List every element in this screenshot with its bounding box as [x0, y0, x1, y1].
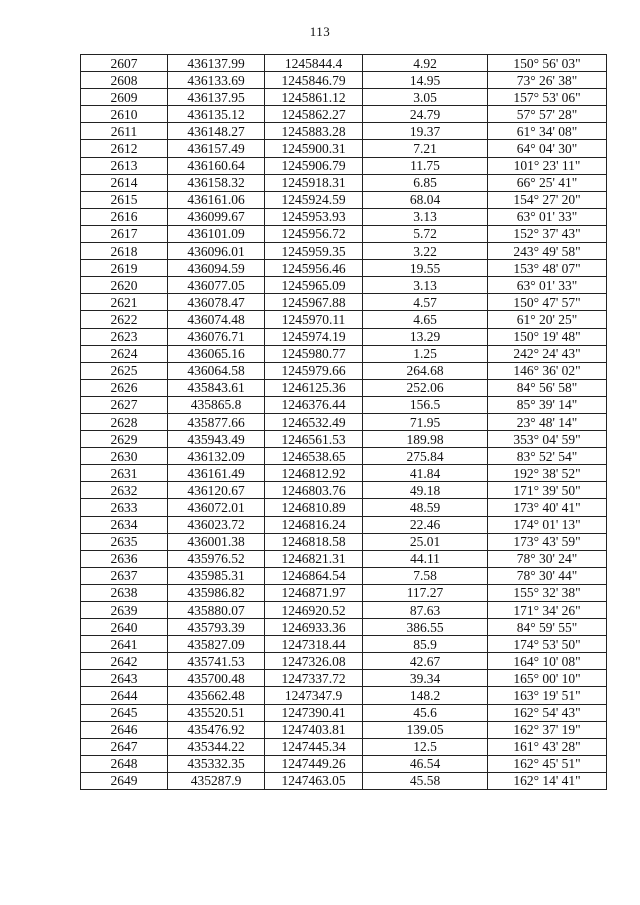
bearing-cell: 192° 38' 52" [488, 465, 607, 482]
distance-cell: 7.58 [363, 567, 488, 584]
x-coordinate-cell: 435287.9 [168, 772, 265, 789]
y-coordinate-cell: 1245918.31 [265, 174, 363, 191]
distance-cell: 49.18 [363, 482, 488, 499]
bearing-cell: 73° 26' 38" [488, 72, 607, 89]
bearing-cell: 150° 47' 57" [488, 294, 607, 311]
x-coordinate-cell: 435827.09 [168, 636, 265, 653]
bearing-cell: 150° 19' 48" [488, 328, 607, 345]
table-row [81, 72, 607, 89]
bearing-cell: 242° 24' 43" [488, 345, 607, 362]
y-coordinate-cell: 1245967.88 [265, 294, 363, 311]
distance-cell: 48.59 [363, 499, 488, 516]
distance-cell: 13.29 [363, 328, 488, 345]
point-number-cell: 2637 [81, 567, 168, 584]
x-coordinate-cell: 436001.38 [168, 533, 265, 550]
bearing-cell: 171° 39' 50" [488, 482, 607, 499]
distance-cell: 12.5 [363, 738, 488, 755]
point-number-cell: 2621 [81, 294, 168, 311]
coordinates-table-body [81, 55, 607, 790]
point-number-cell: 2643 [81, 670, 168, 687]
point-number-cell: 2648 [81, 755, 168, 772]
x-coordinate-cell: 436101.09 [168, 225, 265, 242]
bearing-cell: 162° 37' 19" [488, 721, 607, 738]
y-coordinate-cell: 1246125.36 [265, 379, 363, 396]
table-row [81, 208, 607, 225]
point-number-cell: 2639 [81, 602, 168, 619]
table-row [81, 345, 607, 362]
table-row [81, 465, 607, 482]
table-row [81, 653, 607, 670]
table-row [81, 106, 607, 123]
distance-cell: 3.05 [363, 89, 488, 106]
bearing-cell: 61° 34' 08" [488, 123, 607, 140]
y-coordinate-cell: 1245974.19 [265, 328, 363, 345]
point-number-cell: 2617 [81, 225, 168, 242]
x-coordinate-cell: 436120.67 [168, 482, 265, 499]
x-coordinate-cell: 435793.39 [168, 619, 265, 636]
distance-cell: 87.63 [363, 602, 488, 619]
point-number-cell: 2618 [81, 243, 168, 260]
x-coordinate-cell: 435985.31 [168, 567, 265, 584]
bearing-cell: 153° 48' 07" [488, 260, 607, 277]
point-number-cell: 2629 [81, 431, 168, 448]
y-coordinate-cell: 1246818.58 [265, 533, 363, 550]
y-coordinate-cell: 1245953.93 [265, 208, 363, 225]
x-coordinate-cell: 436094.59 [168, 260, 265, 277]
distance-cell: 3.13 [363, 208, 488, 225]
y-coordinate-cell: 1245900.31 [265, 140, 363, 157]
distance-cell: 45.6 [363, 704, 488, 721]
point-number-cell: 2640 [81, 619, 168, 636]
y-coordinate-cell: 1246532.49 [265, 413, 363, 430]
point-number-cell: 2623 [81, 328, 168, 345]
table-row [81, 482, 607, 499]
y-coordinate-cell: 1245846.79 [265, 72, 363, 89]
y-coordinate-cell: 1246812.92 [265, 465, 363, 482]
distance-cell: 24.79 [363, 106, 488, 123]
distance-cell: 85.9 [363, 636, 488, 653]
x-coordinate-cell: 436072.01 [168, 499, 265, 516]
table-row [81, 738, 607, 755]
distance-cell: 386.55 [363, 619, 488, 636]
point-number-cell: 2611 [81, 123, 168, 140]
x-coordinate-cell: 436074.48 [168, 311, 265, 328]
bearing-cell: 101° 23' 11" [488, 157, 607, 174]
x-coordinate-cell: 435943.49 [168, 431, 265, 448]
distance-cell: 5.72 [363, 225, 488, 242]
distance-cell: 3.13 [363, 277, 488, 294]
x-coordinate-cell: 436076.71 [168, 328, 265, 345]
point-number-cell: 2625 [81, 362, 168, 379]
distance-cell: 139.05 [363, 721, 488, 738]
distance-cell: 189.98 [363, 431, 488, 448]
bearing-cell: 174° 53' 50" [488, 636, 607, 653]
x-coordinate-cell: 436137.99 [168, 55, 265, 72]
x-coordinate-cell: 436078.47 [168, 294, 265, 311]
table-row [81, 772, 607, 789]
distance-cell: 44.11 [363, 550, 488, 567]
bearing-cell: 162° 14' 41" [488, 772, 607, 789]
table-row [81, 140, 607, 157]
page-number: 113 [309, 24, 331, 39]
table-row [81, 721, 607, 738]
distance-cell: 117.27 [363, 584, 488, 601]
bearing-cell: 164° 10' 08" [488, 653, 607, 670]
point-number-cell: 2647 [81, 738, 168, 755]
y-coordinate-cell: 1245965.09 [265, 277, 363, 294]
y-coordinate-cell: 1246816.24 [265, 516, 363, 533]
y-coordinate-cell: 1245956.72 [265, 225, 363, 242]
x-coordinate-cell: 435877.66 [168, 413, 265, 430]
bearing-cell: 150° 56' 03" [488, 55, 607, 72]
distance-cell: 6.85 [363, 174, 488, 191]
distance-cell: 22.46 [363, 516, 488, 533]
x-coordinate-cell: 435880.07 [168, 602, 265, 619]
point-number-cell: 2630 [81, 448, 168, 465]
table-row [81, 55, 607, 72]
y-coordinate-cell: 1246538.65 [265, 448, 363, 465]
coordinates-table [80, 54, 607, 790]
table-row [81, 396, 607, 413]
bearing-cell: 353° 04' 59" [488, 431, 607, 448]
y-coordinate-cell: 1246803.76 [265, 482, 363, 499]
x-coordinate-cell: 435700.48 [168, 670, 265, 687]
y-coordinate-cell: 1247445.34 [265, 738, 363, 755]
x-coordinate-cell: 435476.92 [168, 721, 265, 738]
y-coordinate-cell: 1245861.12 [265, 89, 363, 106]
y-coordinate-cell: 1245970.11 [265, 311, 363, 328]
point-number-cell: 2636 [81, 550, 168, 567]
table-row [81, 670, 607, 687]
bearing-cell: 63° 01' 33" [488, 277, 607, 294]
x-coordinate-cell: 436077.05 [168, 277, 265, 294]
y-coordinate-cell: 1246864.54 [265, 567, 363, 584]
x-coordinate-cell: 435332.35 [168, 755, 265, 772]
bearing-cell: 78° 30' 44" [488, 567, 607, 584]
distance-cell: 148.2 [363, 687, 488, 704]
bearing-cell: 23° 48' 14" [488, 413, 607, 430]
y-coordinate-cell: 1247318.44 [265, 636, 363, 653]
distance-cell: 11.75 [363, 157, 488, 174]
x-coordinate-cell: 436157.49 [168, 140, 265, 157]
point-number-cell: 2616 [81, 208, 168, 225]
distance-cell: 3.22 [363, 243, 488, 260]
point-number-cell: 2626 [81, 379, 168, 396]
distance-cell: 25.01 [363, 533, 488, 550]
bearing-cell: 174° 01' 13" [488, 516, 607, 533]
point-number-cell: 2609 [81, 89, 168, 106]
table-row [81, 602, 607, 619]
point-number-cell: 2644 [81, 687, 168, 704]
bearing-cell: 163° 19' 51" [488, 687, 607, 704]
distance-cell: 4.57 [363, 294, 488, 311]
point-number-cell: 2632 [81, 482, 168, 499]
x-coordinate-cell: 435344.22 [168, 738, 265, 755]
x-coordinate-cell: 435976.52 [168, 550, 265, 567]
table-row [81, 260, 607, 277]
table-row [81, 550, 607, 567]
distance-cell: 252.06 [363, 379, 488, 396]
bearing-cell: 171° 34' 26" [488, 602, 607, 619]
x-coordinate-cell: 436137.95 [168, 89, 265, 106]
point-number-cell: 2634 [81, 516, 168, 533]
distance-cell: 156.5 [363, 396, 488, 413]
table-row [81, 89, 607, 106]
bearing-cell: 84° 56' 58" [488, 379, 607, 396]
bearing-cell: 165° 00' 10" [488, 670, 607, 687]
table-row [81, 431, 607, 448]
x-coordinate-cell: 435520.51 [168, 704, 265, 721]
y-coordinate-cell: 1246376.44 [265, 396, 363, 413]
x-coordinate-cell: 436133.69 [168, 72, 265, 89]
point-number-cell: 2607 [81, 55, 168, 72]
distance-cell: 19.55 [363, 260, 488, 277]
point-number-cell: 2627 [81, 396, 168, 413]
bearing-cell: 154° 27' 20" [488, 191, 607, 208]
bearing-cell: 63° 01' 33" [488, 208, 607, 225]
table-row [81, 499, 607, 516]
point-number-cell: 2646 [81, 721, 168, 738]
point-number-cell: 2612 [81, 140, 168, 157]
bearing-cell: 78° 30' 24" [488, 550, 607, 567]
x-coordinate-cell: 436064.58 [168, 362, 265, 379]
bearing-cell: 85° 39' 14" [488, 396, 607, 413]
bearing-cell: 83° 52' 54" [488, 448, 607, 465]
bearing-cell: 162° 45' 51" [488, 755, 607, 772]
bearing-cell: 161° 43' 28" [488, 738, 607, 755]
table-row [81, 448, 607, 465]
bearing-cell: 243° 49' 58" [488, 243, 607, 260]
y-coordinate-cell: 1247347.9 [265, 687, 363, 704]
table-row [81, 243, 607, 260]
bearing-cell: 66° 25' 41" [488, 174, 607, 191]
point-number-cell: 2628 [81, 413, 168, 430]
x-coordinate-cell: 436161.49 [168, 465, 265, 482]
y-coordinate-cell: 1245862.27 [265, 106, 363, 123]
table-row [81, 294, 607, 311]
point-number-cell: 2633 [81, 499, 168, 516]
x-coordinate-cell: 436065.16 [168, 345, 265, 362]
table-row [81, 619, 607, 636]
y-coordinate-cell: 1245844.4 [265, 55, 363, 72]
x-coordinate-cell: 436099.67 [168, 208, 265, 225]
x-coordinate-cell: 435741.53 [168, 653, 265, 670]
table-row [81, 516, 607, 533]
x-coordinate-cell: 435986.82 [168, 584, 265, 601]
table-row [81, 311, 607, 328]
point-number-cell: 2635 [81, 533, 168, 550]
table-row [81, 533, 607, 550]
bearing-cell: 162° 54' 43" [488, 704, 607, 721]
table-row [81, 584, 607, 601]
point-number-cell: 2638 [81, 584, 168, 601]
y-coordinate-cell: 1247326.08 [265, 653, 363, 670]
y-coordinate-cell: 1245956.46 [265, 260, 363, 277]
bearing-cell: 57° 57' 28" [488, 106, 607, 123]
y-coordinate-cell: 1247337.72 [265, 670, 363, 687]
table-row [81, 123, 607, 140]
table-row [81, 413, 607, 430]
point-number-cell: 2613 [81, 157, 168, 174]
distance-cell: 1.25 [363, 345, 488, 362]
table-row [81, 687, 607, 704]
y-coordinate-cell: 1246821.31 [265, 550, 363, 567]
point-number-cell: 2642 [81, 653, 168, 670]
y-coordinate-cell: 1245980.77 [265, 345, 363, 362]
table-row [81, 567, 607, 584]
distance-cell: 46.54 [363, 755, 488, 772]
table-row [81, 328, 607, 345]
table-row [81, 636, 607, 653]
bearing-cell: 84° 59' 55" [488, 619, 607, 636]
y-coordinate-cell: 1245979.66 [265, 362, 363, 379]
x-coordinate-cell: 435662.48 [168, 687, 265, 704]
x-coordinate-cell: 436135.12 [168, 106, 265, 123]
point-number-cell: 2620 [81, 277, 168, 294]
point-number-cell: 2631 [81, 465, 168, 482]
table-row [81, 755, 607, 772]
distance-cell: 7.21 [363, 140, 488, 157]
y-coordinate-cell: 1247390.41 [265, 704, 363, 721]
distance-cell: 19.37 [363, 123, 488, 140]
distance-cell: 68.04 [363, 191, 488, 208]
point-number-cell: 2624 [81, 345, 168, 362]
y-coordinate-cell: 1246810.89 [265, 499, 363, 516]
bearing-cell: 152° 37' 43" [488, 225, 607, 242]
bearing-cell: 146° 36' 02" [488, 362, 607, 379]
point-number-cell: 2615 [81, 191, 168, 208]
bearing-cell: 155° 32' 38" [488, 584, 607, 601]
point-number-cell: 2608 [81, 72, 168, 89]
point-number-cell: 2614 [81, 174, 168, 191]
table-row [81, 191, 607, 208]
y-coordinate-cell: 1245906.79 [265, 157, 363, 174]
x-coordinate-cell: 435843.61 [168, 379, 265, 396]
x-coordinate-cell: 436161.06 [168, 191, 265, 208]
table-row [81, 174, 607, 191]
distance-cell: 4.65 [363, 311, 488, 328]
table-row [81, 362, 607, 379]
bearing-cell: 61° 20' 25" [488, 311, 607, 328]
y-coordinate-cell: 1246933.36 [265, 619, 363, 636]
table-row [81, 157, 607, 174]
x-coordinate-cell: 436023.72 [168, 516, 265, 533]
y-coordinate-cell: 1247403.81 [265, 721, 363, 738]
bearing-cell: 64° 04' 30" [488, 140, 607, 157]
x-coordinate-cell: 436158.32 [168, 174, 265, 191]
x-coordinate-cell: 435865.8 [168, 396, 265, 413]
y-coordinate-cell: 1245924.59 [265, 191, 363, 208]
table-row [81, 379, 607, 396]
distance-cell: 45.58 [363, 772, 488, 789]
distance-cell: 42.67 [363, 653, 488, 670]
point-number-cell: 2619 [81, 260, 168, 277]
point-number-cell: 2645 [81, 704, 168, 721]
distance-cell: 39.34 [363, 670, 488, 687]
y-coordinate-cell: 1245883.28 [265, 123, 363, 140]
y-coordinate-cell: 1247463.05 [265, 772, 363, 789]
point-number-cell: 2649 [81, 772, 168, 789]
bearing-cell: 173° 40' 41" [488, 499, 607, 516]
distance-cell: 4.92 [363, 55, 488, 72]
point-number-cell: 2641 [81, 636, 168, 653]
y-coordinate-cell: 1246561.53 [265, 431, 363, 448]
y-coordinate-cell: 1246871.97 [265, 584, 363, 601]
x-coordinate-cell: 436148.27 [168, 123, 265, 140]
distance-cell: 14.95 [363, 72, 488, 89]
distance-cell: 264.68 [363, 362, 488, 379]
x-coordinate-cell: 436160.64 [168, 157, 265, 174]
y-coordinate-cell: 1245959.35 [265, 243, 363, 260]
x-coordinate-cell: 436096.01 [168, 243, 265, 260]
y-coordinate-cell: 1246920.52 [265, 602, 363, 619]
point-number-cell: 2622 [81, 311, 168, 328]
distance-cell: 71.95 [363, 413, 488, 430]
distance-cell: 275.84 [363, 448, 488, 465]
table-row [81, 277, 607, 294]
distance-cell: 41.84 [363, 465, 488, 482]
y-coordinate-cell: 1247449.26 [265, 755, 363, 772]
bearing-cell: 173° 43' 59" [488, 533, 607, 550]
bearing-cell: 157° 53' 06" [488, 89, 607, 106]
point-number-cell: 2610 [81, 106, 168, 123]
table-row [81, 225, 607, 242]
x-coordinate-cell: 436132.09 [168, 448, 265, 465]
table-row [81, 704, 607, 721]
